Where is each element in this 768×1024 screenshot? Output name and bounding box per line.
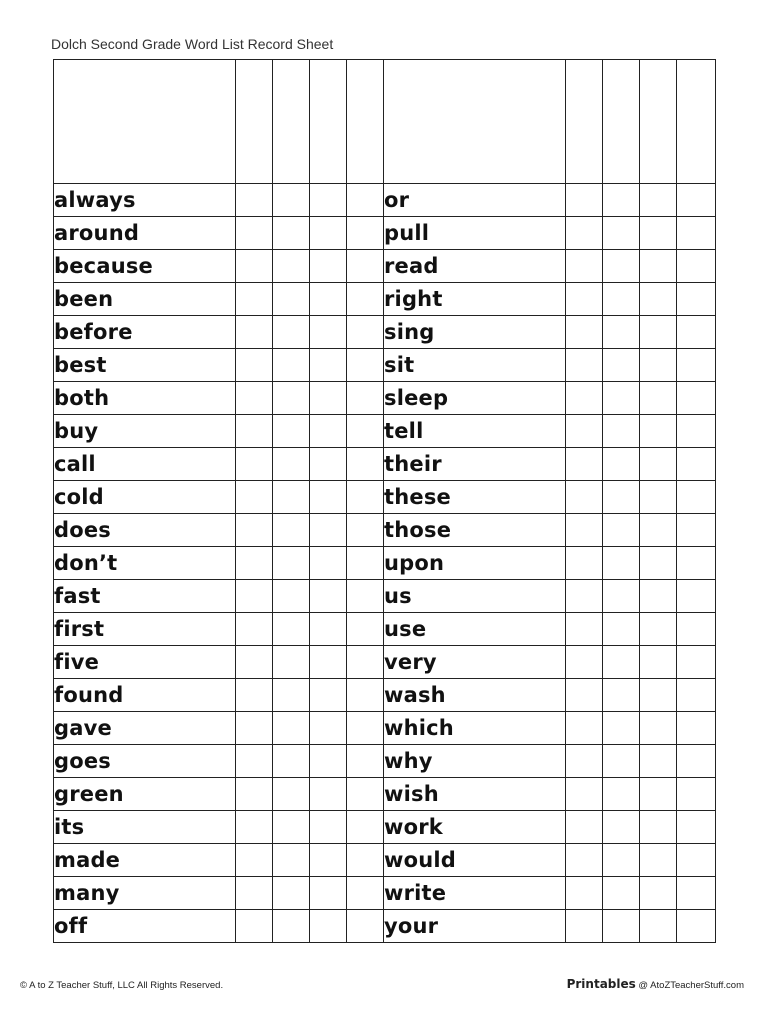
check-header-cell[interactable]: [273, 60, 310, 184]
word-cell: don’t: [54, 547, 236, 580]
word-cell: work: [384, 811, 566, 844]
check-cell[interactable]: [566, 250, 603, 283]
check-cell[interactable]: [347, 877, 384, 910]
word-cell: first: [54, 613, 236, 646]
copyright-notice: © A to Z Teacher Stuff, LLC All Rights Reserved.: [20, 980, 224, 991]
check-cell[interactable]: [236, 415, 273, 448]
check-cell[interactable]: [677, 217, 716, 250]
header-row: [54, 60, 716, 184]
check-cell[interactable]: [236, 316, 273, 349]
check-cell[interactable]: [310, 184, 347, 217]
table-row: [54, 745, 716, 778]
check-cell[interactable]: [236, 745, 273, 778]
check-cell[interactable]: [236, 844, 273, 877]
name-cell-left[interactable]: [54, 60, 236, 184]
word-cell: green: [54, 778, 236, 811]
check-cell[interactable]: [603, 877, 640, 910]
check-cell[interactable]: [677, 910, 716, 943]
check-cell[interactable]: [603, 679, 640, 712]
check-cell[interactable]: [310, 250, 347, 283]
word-cell: cold: [54, 481, 236, 514]
check-cell[interactable]: [273, 877, 310, 910]
word-cell: use: [384, 613, 566, 646]
check-cell[interactable]: [677, 514, 716, 547]
check-cell[interactable]: [273, 778, 310, 811]
check-cell[interactable]: [677, 679, 716, 712]
check-cell[interactable]: [236, 811, 273, 844]
table-row: [54, 646, 716, 679]
check-cell[interactable]: [310, 580, 347, 613]
check-cell[interactable]: [236, 580, 273, 613]
check-cell[interactable]: [677, 877, 716, 910]
check-cell[interactable]: [566, 679, 603, 712]
word-cell: buy: [54, 415, 236, 448]
check-cell[interactable]: [273, 448, 310, 481]
word-cell: their: [384, 448, 566, 481]
word-record-body: [54, 60, 716, 943]
printables-brand: Printables: [566, 977, 636, 991]
check-header-cell[interactable]: [310, 60, 347, 184]
check-cell[interactable]: [273, 283, 310, 316]
check-cell[interactable]: [603, 910, 640, 943]
check-cell[interactable]: [640, 250, 677, 283]
check-cell[interactable]: [677, 184, 716, 217]
printables-credit: [567, 977, 744, 991]
check-cell[interactable]: [603, 415, 640, 448]
check-cell[interactable]: [566, 283, 603, 316]
word-cell: which: [384, 712, 566, 745]
check-cell[interactable]: [347, 811, 384, 844]
word-cell: wash: [384, 679, 566, 712]
check-cell[interactable]: [310, 448, 347, 481]
check-cell[interactable]: [236, 910, 273, 943]
table-row: [54, 778, 716, 811]
check-cell[interactable]: [640, 184, 677, 217]
check-cell[interactable]: [603, 712, 640, 745]
check-cell[interactable]: [566, 844, 603, 877]
check-cell[interactable]: [566, 646, 603, 679]
check-cell[interactable]: [677, 613, 716, 646]
check-cell[interactable]: [347, 778, 384, 811]
check-header-cell[interactable]: [603, 60, 640, 184]
check-cell[interactable]: [603, 547, 640, 580]
check-cell[interactable]: [347, 415, 384, 448]
check-cell[interactable]: [273, 184, 310, 217]
check-cell[interactable]: [347, 580, 384, 613]
word-cell: why: [384, 745, 566, 778]
check-cell[interactable]: [566, 184, 603, 217]
table-row: [54, 910, 716, 943]
check-cell[interactable]: [273, 217, 310, 250]
check-cell[interactable]: [347, 745, 384, 778]
word-cell: because: [54, 250, 236, 283]
check-cell[interactable]: [640, 613, 677, 646]
check-cell[interactable]: [236, 217, 273, 250]
check-cell[interactable]: [566, 481, 603, 514]
table-row: [54, 811, 716, 844]
check-cell[interactable]: [273, 547, 310, 580]
check-cell[interactable]: [603, 646, 640, 679]
check-cell[interactable]: [310, 811, 347, 844]
check-cell[interactable]: [566, 448, 603, 481]
check-cell[interactable]: [273, 349, 310, 382]
check-cell[interactable]: [566, 217, 603, 250]
check-cell[interactable]: [603, 514, 640, 547]
check-cell[interactable]: [677, 712, 716, 745]
check-cell[interactable]: [236, 547, 273, 580]
check-cell[interactable]: [347, 613, 384, 646]
check-cell[interactable]: [347, 316, 384, 349]
check-cell[interactable]: [566, 613, 603, 646]
check-cell[interactable]: [677, 415, 716, 448]
check-cell[interactable]: [273, 514, 310, 547]
table-row: [54, 580, 716, 613]
check-cell[interactable]: [677, 316, 716, 349]
check-cell[interactable]: [603, 844, 640, 877]
table-row: [54, 349, 716, 382]
check-cell[interactable]: [677, 250, 716, 283]
check-cell[interactable]: [347, 250, 384, 283]
check-cell[interactable]: [677, 745, 716, 778]
check-cell[interactable]: [347, 547, 384, 580]
check-cell[interactable]: [236, 184, 273, 217]
word-cell: these: [384, 481, 566, 514]
check-cell[interactable]: [603, 481, 640, 514]
check-cell[interactable]: [347, 712, 384, 745]
word-cell: sleep: [384, 382, 566, 415]
word-cell: five: [54, 646, 236, 679]
check-cell[interactable]: [677, 778, 716, 811]
check-cell[interactable]: [640, 481, 677, 514]
check-cell[interactable]: [273, 679, 310, 712]
word-cell: us: [384, 580, 566, 613]
check-cell[interactable]: [677, 481, 716, 514]
check-cell[interactable]: [347, 679, 384, 712]
check-cell[interactable]: [640, 382, 677, 415]
table-row: [54, 877, 716, 910]
check-cell[interactable]: [273, 481, 310, 514]
word-cell: goes: [54, 745, 236, 778]
check-cell[interactable]: [310, 778, 347, 811]
check-cell[interactable]: [640, 547, 677, 580]
check-header-cell[interactable]: [347, 60, 384, 184]
check-cell[interactable]: [236, 877, 273, 910]
check-cell[interactable]: [347, 382, 384, 415]
word-cell: wish: [384, 778, 566, 811]
check-cell[interactable]: [310, 415, 347, 448]
word-cell: tell: [384, 415, 566, 448]
word-cell: sit: [384, 349, 566, 382]
check-cell[interactable]: [640, 217, 677, 250]
check-cell[interactable]: [310, 514, 347, 547]
word-cell: call: [54, 448, 236, 481]
check-cell[interactable]: [236, 613, 273, 646]
check-cell[interactable]: [640, 448, 677, 481]
check-cell[interactable]: [310, 283, 347, 316]
word-cell: write: [384, 877, 566, 910]
check-cell[interactable]: [347, 184, 384, 217]
table-row: [54, 613, 716, 646]
check-cell[interactable]: [640, 811, 677, 844]
word-cell: always: [54, 184, 236, 217]
check-cell[interactable]: [603, 580, 640, 613]
table-row: [54, 415, 716, 448]
check-cell[interactable]: [640, 910, 677, 943]
check-cell[interactable]: [273, 646, 310, 679]
check-cell[interactable]: [236, 481, 273, 514]
table-row: [54, 184, 716, 217]
check-cell[interactable]: [640, 745, 677, 778]
check-cell[interactable]: [566, 745, 603, 778]
check-cell[interactable]: [640, 514, 677, 547]
check-cell[interactable]: [236, 349, 273, 382]
check-cell[interactable]: [640, 580, 677, 613]
check-cell[interactable]: [566, 778, 603, 811]
table-row: [54, 283, 716, 316]
word-record-table: [53, 59, 716, 943]
check-cell[interactable]: [310, 349, 347, 382]
check-cell[interactable]: [273, 910, 310, 943]
check-cell[interactable]: [677, 844, 716, 877]
word-cell: right: [384, 283, 566, 316]
page-title: Dolch Second Grade Word List Record Sheet: [51, 36, 334, 52]
check-cell[interactable]: [603, 745, 640, 778]
check-cell[interactable]: [347, 646, 384, 679]
check-cell[interactable]: [677, 382, 716, 415]
check-cell[interactable]: [677, 349, 716, 382]
table-row: [54, 250, 716, 283]
check-cell[interactable]: [603, 184, 640, 217]
word-cell: pull: [384, 217, 566, 250]
check-cell[interactable]: [310, 745, 347, 778]
check-cell[interactable]: [310, 712, 347, 745]
check-cell[interactable]: [236, 679, 273, 712]
check-cell[interactable]: [347, 217, 384, 250]
word-cell: been: [54, 283, 236, 316]
check-cell[interactable]: [640, 712, 677, 745]
check-cell[interactable]: [603, 349, 640, 382]
check-cell[interactable]: [310, 646, 347, 679]
check-cell[interactable]: [566, 712, 603, 745]
check-cell[interactable]: [273, 580, 310, 613]
check-cell[interactable]: [640, 349, 677, 382]
table-row: [54, 844, 716, 877]
word-cell: its: [54, 811, 236, 844]
check-cell[interactable]: [273, 250, 310, 283]
check-cell[interactable]: [603, 448, 640, 481]
check-cell[interactable]: [236, 448, 273, 481]
check-cell[interactable]: [236, 283, 273, 316]
table-row: [54, 217, 716, 250]
check-cell[interactable]: [310, 217, 347, 250]
word-cell: made: [54, 844, 236, 877]
table-row: [54, 316, 716, 349]
check-cell[interactable]: [566, 811, 603, 844]
word-cell: your: [384, 910, 566, 943]
word-cell: very: [384, 646, 566, 679]
check-cell[interactable]: [566, 910, 603, 943]
check-header-cell[interactable]: [566, 60, 603, 184]
word-cell: before: [54, 316, 236, 349]
check-cell[interactable]: [566, 514, 603, 547]
word-cell: does: [54, 514, 236, 547]
check-header-cell[interactable]: [236, 60, 273, 184]
table-row: [54, 679, 716, 712]
check-cell[interactable]: [273, 415, 310, 448]
word-cell: gave: [54, 712, 236, 745]
check-cell[interactable]: [566, 349, 603, 382]
table-row: [54, 712, 716, 745]
word-cell: read: [384, 250, 566, 283]
check-cell[interactable]: [236, 646, 273, 679]
word-cell: best: [54, 349, 236, 382]
word-cell: found: [54, 679, 236, 712]
check-cell[interactable]: [603, 382, 640, 415]
check-cell[interactable]: [347, 481, 384, 514]
word-cell: many: [54, 877, 236, 910]
check-cell[interactable]: [273, 316, 310, 349]
check-cell[interactable]: [566, 547, 603, 580]
check-cell[interactable]: [566, 580, 603, 613]
check-cell[interactable]: [640, 778, 677, 811]
word-cell: around: [54, 217, 236, 250]
check-cell[interactable]: [273, 382, 310, 415]
check-cell[interactable]: [677, 448, 716, 481]
table-row: [54, 481, 716, 514]
check-cell[interactable]: [273, 712, 310, 745]
check-header-cell[interactable]: [677, 60, 716, 184]
word-cell: upon: [384, 547, 566, 580]
word-cell: off: [54, 910, 236, 943]
check-cell[interactable]: [236, 712, 273, 745]
check-cell[interactable]: [566, 415, 603, 448]
check-cell[interactable]: [677, 547, 716, 580]
check-cell[interactable]: [273, 613, 310, 646]
word-cell: would: [384, 844, 566, 877]
check-cell[interactable]: [677, 811, 716, 844]
check-cell[interactable]: [640, 415, 677, 448]
check-cell[interactable]: [640, 877, 677, 910]
check-cell[interactable]: [310, 679, 347, 712]
word-cell: or: [384, 184, 566, 217]
check-cell[interactable]: [310, 316, 347, 349]
check-cell[interactable]: [347, 283, 384, 316]
check-cell[interactable]: [677, 646, 716, 679]
check-cell[interactable]: [640, 679, 677, 712]
table-row: [54, 514, 716, 547]
check-cell[interactable]: [603, 811, 640, 844]
name-cell-right[interactable]: [384, 60, 566, 184]
check-cell[interactable]: [310, 910, 347, 943]
check-cell[interactable]: [273, 811, 310, 844]
word-cell: those: [384, 514, 566, 547]
check-cell[interactable]: [640, 844, 677, 877]
check-cell[interactable]: [566, 382, 603, 415]
check-cell[interactable]: [310, 877, 347, 910]
check-cell[interactable]: [347, 910, 384, 943]
check-cell[interactable]: [603, 316, 640, 349]
table-row: [54, 382, 716, 415]
check-cell[interactable]: [236, 382, 273, 415]
check-cell[interactable]: [640, 316, 677, 349]
check-cell[interactable]: [273, 745, 310, 778]
check-cell[interactable]: [310, 613, 347, 646]
check-cell[interactable]: [566, 877, 603, 910]
check-cell[interactable]: [603, 217, 640, 250]
check-cell[interactable]: [236, 778, 273, 811]
site-url: @ AtoZTeacherStuff.com: [635, 980, 744, 991]
check-cell[interactable]: [347, 349, 384, 382]
check-cell[interactable]: [603, 250, 640, 283]
check-cell[interactable]: [603, 778, 640, 811]
check-cell[interactable]: [347, 448, 384, 481]
check-cell[interactable]: [310, 547, 347, 580]
check-cell[interactable]: [236, 250, 273, 283]
check-cell[interactable]: [236, 514, 273, 547]
check-cell[interactable]: [566, 316, 603, 349]
check-cell[interactable]: [677, 580, 716, 613]
table-row: [54, 448, 716, 481]
check-header-cell[interactable]: [640, 60, 677, 184]
check-cell[interactable]: [347, 844, 384, 877]
check-cell[interactable]: [677, 283, 716, 316]
check-cell[interactable]: [310, 481, 347, 514]
check-cell[interactable]: [273, 844, 310, 877]
word-cell: both: [54, 382, 236, 415]
check-cell[interactable]: [603, 613, 640, 646]
word-cell: fast: [54, 580, 236, 613]
check-cell[interactable]: [640, 283, 677, 316]
check-cell[interactable]: [347, 514, 384, 547]
table-row: [54, 547, 716, 580]
check-cell[interactable]: [640, 646, 677, 679]
word-cell: sing: [384, 316, 566, 349]
check-cell[interactable]: [310, 382, 347, 415]
check-cell[interactable]: [603, 283, 640, 316]
check-cell[interactable]: [310, 844, 347, 877]
